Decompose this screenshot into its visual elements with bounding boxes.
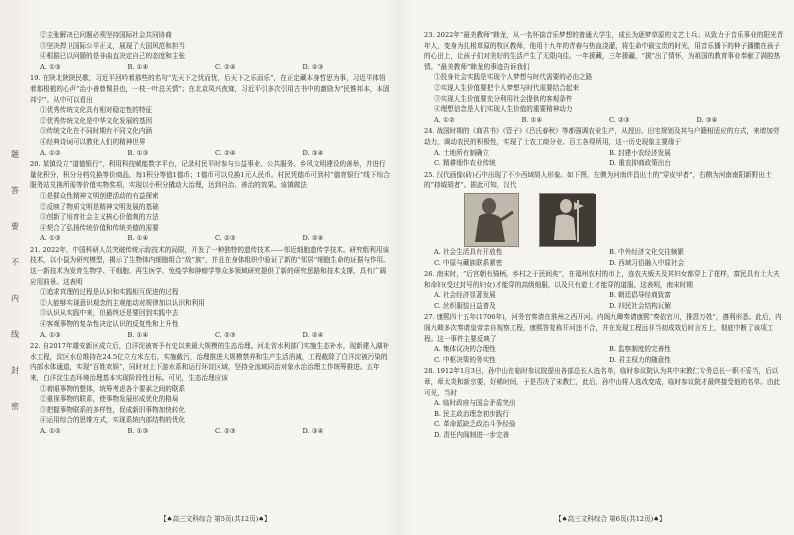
- question-stem: 22. 自2017年雄安新区成立后，白洋淀被寄予有史以来最大规模的生态治理。河北省水利部门实施生态补水，现新建入湖补水工程，淀区水位维持在24.5亿立方米左右，实施截污，治理推进大规模禁养和生产生活消减，工程截除了白洋淀被污染的内部水体通道，实现“百姓欢娱”，同时对上下游水系和运行环淀区域，坚持全流域同治对象水治治理工作统筹推进。五年来，白洋淀生态环境治理基本实现阶段性目标。可见，生态治理应该: [30, 342, 390, 382]
- option: ④根据已以问题的是非曲直决定自己的态度和主张: [40, 52, 186, 61]
- choice: A. 土地所有制确立: [434, 148, 490, 157]
- binding-char: 内: [10, 294, 20, 302]
- choice: C. ②④: [215, 148, 236, 157]
- question-27: [424, 312, 784, 365]
- choice: C. 中原与藏族联系紧密: [434, 258, 503, 267]
- option: ④运用综合的思维方式，实现系统内部结构的优化: [40, 416, 186, 425]
- choice: A. ①②: [434, 115, 455, 124]
- question-25: [424, 170, 784, 268]
- binding-char: 要: [10, 222, 20, 230]
- option: ③传统文化在不同时期有不同文化内涵: [40, 127, 153, 136]
- choice: A. ①②: [40, 426, 61, 435]
- question-23: [424, 30, 784, 125]
- question-22: [30, 341, 390, 436]
- choice: B. ①④: [127, 234, 149, 243]
- option: ②反映了物质文明是精神文明发展的基础: [40, 202, 159, 211]
- binding-char: 不: [10, 258, 20, 266]
- question-stem: 24. 战国时期的《商君书》《管子》《吕氏春秋》等都强调农业生产，从授田、田宅规划及其与户籍相适应的方式，来增加劳动力，调动农民的积极性，实现了士农工商分业、百工各得所用，这一历史现象主要缘于: [424, 127, 780, 146]
- choice: B. ①④: [521, 115, 543, 124]
- question-28: [424, 366, 784, 440]
- choice: B. ①④: [127, 62, 149, 71]
- option: ②人能够实现意识观念的主观能动对规律加以认识和利用: [40, 298, 205, 307]
- choice: D. ②④: [302, 234, 324, 243]
- option: ③把握事物联系的多样性，促成新旧事物加快转化: [40, 405, 186, 414]
- choice: A. ①③: [40, 62, 61, 71]
- binding-char: 题: [10, 150, 20, 158]
- option: C. 革命派缺乏政治斗争经验: [434, 420, 516, 429]
- choice: D. 君主权力的随意性: [609, 355, 671, 364]
- question-19: [30, 73, 390, 158]
- binding-char: 答: [10, 186, 20, 194]
- choice: C. 中枢决策的务实性: [434, 355, 496, 364]
- answer-choices: [434, 115, 784, 126]
- choice: D. ③④: [696, 115, 718, 124]
- question-21: [30, 245, 390, 340]
- question-24: [424, 126, 784, 168]
- choice: C. ②③: [609, 115, 630, 124]
- choice: B. ①③: [127, 148, 149, 157]
- page-5: [30, 30, 390, 510]
- choice: A. 社会经济显著发展: [434, 291, 496, 300]
- answer-choices: [40, 62, 390, 73]
- choice: D. ③④: [302, 426, 324, 435]
- option: B. 民主政治理念初步践行: [434, 409, 509, 418]
- answer-choices: [40, 148, 390, 159]
- choice: A. 集体议决的合理性: [434, 345, 496, 354]
- choice: A. 社会生活具有开放性: [434, 247, 503, 256]
- option: ④理想信念是人们实现人生价值的重要精神动力: [434, 105, 573, 114]
- choice: C. 精耕细作农业传统: [434, 159, 496, 168]
- choice: D. ②④: [302, 330, 324, 339]
- question-stem: 21. 2022年，中国科研人员突破传统示踪技术的局限，开发了一种独特的遗传技术——邻近细胞遗传学技术。研究组利用该技术，以小鼠为研究模型，揭示了生物体内细胞组合“敌”族“，并且在身体组织中验证了新的“邻居”细胞生命的证据与作用。这一新技术为发育生物学、干细胞、再生医学、免疫学和肿瘤学等众多领域研究提供了新的研究思路和技术支撑，具有广阔应用前景。这表明: [30, 245, 390, 286]
- question-26: [424, 269, 784, 311]
- answer-choices: [434, 344, 784, 365]
- rubbing-armored-figure: [464, 193, 519, 247]
- page-footer: 【♠高三文科综合 第6页(共12页)♠】: [555, 515, 666, 523]
- option: ③创新了培育社会主义核心价值观的方法: [40, 213, 159, 222]
- answer-choices: [40, 330, 390, 341]
- choice: B. 封建小农经济发展: [609, 148, 671, 157]
- choice: C. ②③: [215, 330, 236, 339]
- option: ②优秀传统文化是中华文化发展的基因: [40, 116, 153, 125]
- binding-char: 密: [10, 402, 20, 410]
- choice: B. ①④: [127, 330, 149, 339]
- choice: C. ②③: [215, 234, 236, 243]
- rubbing-figures: [464, 193, 594, 245]
- question-stem: 19. 在陕北陕陕民歌，习近平回吟着那些的名句“先天下之忧而忧，后天下之乐而乐”，在正定藏本身哲思为事，习近平体悟着那根植的心声“治小善曾惕县也，一枝一叶总关情”；在北京凤兴夜寐，习近平引多次引用古书中的激励为“民惟邦本，本固邦宁”。从中可以看出: [30, 74, 390, 104]
- option: ④客观事物的复杂性决定认识的反复性和上升性: [40, 320, 179, 329]
- choice: B. ①③: [127, 426, 149, 435]
- choice: C. 丝织服装日益普及: [434, 301, 496, 310]
- option: ①追求真理的过程是认识和实践相互促进的过程: [40, 288, 179, 297]
- choice: A. ①③: [40, 234, 61, 243]
- choice: A. ①②: [40, 148, 61, 157]
- choice: D. ③④: [302, 148, 324, 157]
- page-footer: 【♠高三文科综合 第5页(共12页)♠】: [160, 515, 271, 523]
- answer-choices: [434, 148, 784, 169]
- question-stem: 28. 1912年1月3日，孙中山在临时参议院提出各部总长人选名单，临时参议院认为其中宋教仁专务总长一职不妥当，后以章，章太炎和新宗要，好稀时间，于是否决了宋教仁，此后，孙中山将人选改变成，临时参议院才最终接受他的名单。由此可见，当时: [424, 367, 781, 397]
- choice: C. ②③: [215, 426, 236, 435]
- question-stem: 25. 汉代画像(砖)石中出现了不少西域胡人形象。如下图，左侧为河南许昌出土的“穿皮甲者”，右侧为河南南阳新野出土的“持钺胡者”。据此可知，汉代: [424, 170, 772, 190]
- question-stem: 26. 南宋时，“后宫朝有骑柄，乡村之于民间矣”，在福州农村的市上，连农夫贩夫及其妇女都穿上了花样，富民具有士大夫和命妇(受过封号的妇女)才能穿的高级细服，以及只有道士才能穿的道服。这表明，南宋时期: [424, 270, 780, 289]
- option: ④经典诗词可以教化人们的精神世界: [40, 137, 146, 146]
- answer-choices: [434, 290, 784, 311]
- question-18-tail: [30, 30, 390, 72]
- question-stem: 27. 康熙四十五年(1706年)，河务官奏请在淮州之西开河。内阁九卿奏请康熙“奏依官川，推恩万姓”，遵利形悉。此后，内阁九卿多次奏请皇帝亲自视察工程，康熙答复称开河违不合，并在发现工程远非当初成效后时言方上，彻底中断了该项工程。这一事件主要反映了: [424, 313, 782, 343]
- rubbing-halberd-figure: [539, 193, 594, 247]
- question-20: [30, 159, 390, 244]
- option: ④契合了弘扬传统价值和传统美德的需要: [40, 223, 159, 232]
- option: ②实现人生价值要把个人梦想与时代需要结合起来: [434, 83, 580, 92]
- page-6: [424, 30, 784, 510]
- choice: B. 中外经济文化交往频繁: [609, 247, 684, 256]
- binding-char: 线: [10, 330, 20, 338]
- binding-char: 封: [10, 366, 20, 374]
- option: ①优秀传统文化具有相对稳定性的特征: [40, 106, 153, 115]
- option: ③认识从实践中来，但最终还是要回到实践中去: [40, 309, 179, 318]
- option: ②主张解决已问题必须坚持国际社会共同协商: [40, 31, 172, 39]
- binding-margin: [8, 150, 22, 410]
- option: ①着眼事物的整体，统筹考虑各个要素之间的联系: [40, 384, 186, 393]
- option: ①投身社会实践是实现个人梦想与时代需要的必由之路: [434, 73, 593, 82]
- option: ③实现人生价值要充分利用社会提供的客观条件: [434, 94, 573, 103]
- answer-choices: [434, 247, 784, 268]
- choice: D. 重农抑商政策出台: [609, 159, 671, 168]
- option: ②重视事物的联系，使事物发展形成优化的格局: [40, 395, 179, 404]
- question-stem: 23. 2022年“最美教师”韩龙，从一名怀揣音乐梦想的普通大学生，成长为逐梦草原的文艺士兵；从致力于音乐事业的阳光青年人，变身为扎根草原的牧区教师，他用十九年的青春与热血浇灌，将生命中最宝贵的时光，用音乐播下的种子播撒在孩子的心田上，让孩子们对美好的生活产生了无限向往。一年援藏，三年援疆，“援”出了情怀，为祖国的教育事业奉献了满腔热情。“最美教师”韩龙的事迹告诉我们: [424, 31, 784, 71]
- choice: A. ①③: [40, 330, 61, 339]
- choice: D. ②③: [302, 62, 324, 71]
- answer-choices: [40, 233, 390, 244]
- option: D. 责任内阁制进一步完善: [434, 431, 510, 439]
- option: ①是群众性精神文明创建活动的有益探索: [40, 191, 159, 200]
- choice: D. 四民社会结构瓦解: [609, 301, 671, 310]
- option: A. 临时政府与国会矛盾突出: [434, 399, 516, 408]
- option: ③坚决捍卫国际公平正义，展现了大国风范和担当: [40, 41, 186, 50]
- choice: B. 监察制度的完善性: [609, 345, 671, 354]
- answer-choices: [40, 426, 390, 437]
- choice: B. 朝廷倡导经商致富: [609, 291, 671, 300]
- choice: C. ②④: [215, 62, 236, 71]
- question-stem: 20. 某镇设立“道德银行”，利用科技赋能数字平台，记录村民平时参与公益事业、公共服务、乡风文明建设的善举，并进行量化积分，积分分档兑换等价商品，每1积分等值1德币；1德币可以兑换1元人民币。村民凭德币可到村“德育银行”线下综合服务站兑换所需等价值实物奖项，实现以小积分撬动大治理，达到自治、善治的效果。该镇做法: [30, 160, 390, 190]
- choice: D. 西域习俗融入中原社会: [609, 258, 685, 267]
